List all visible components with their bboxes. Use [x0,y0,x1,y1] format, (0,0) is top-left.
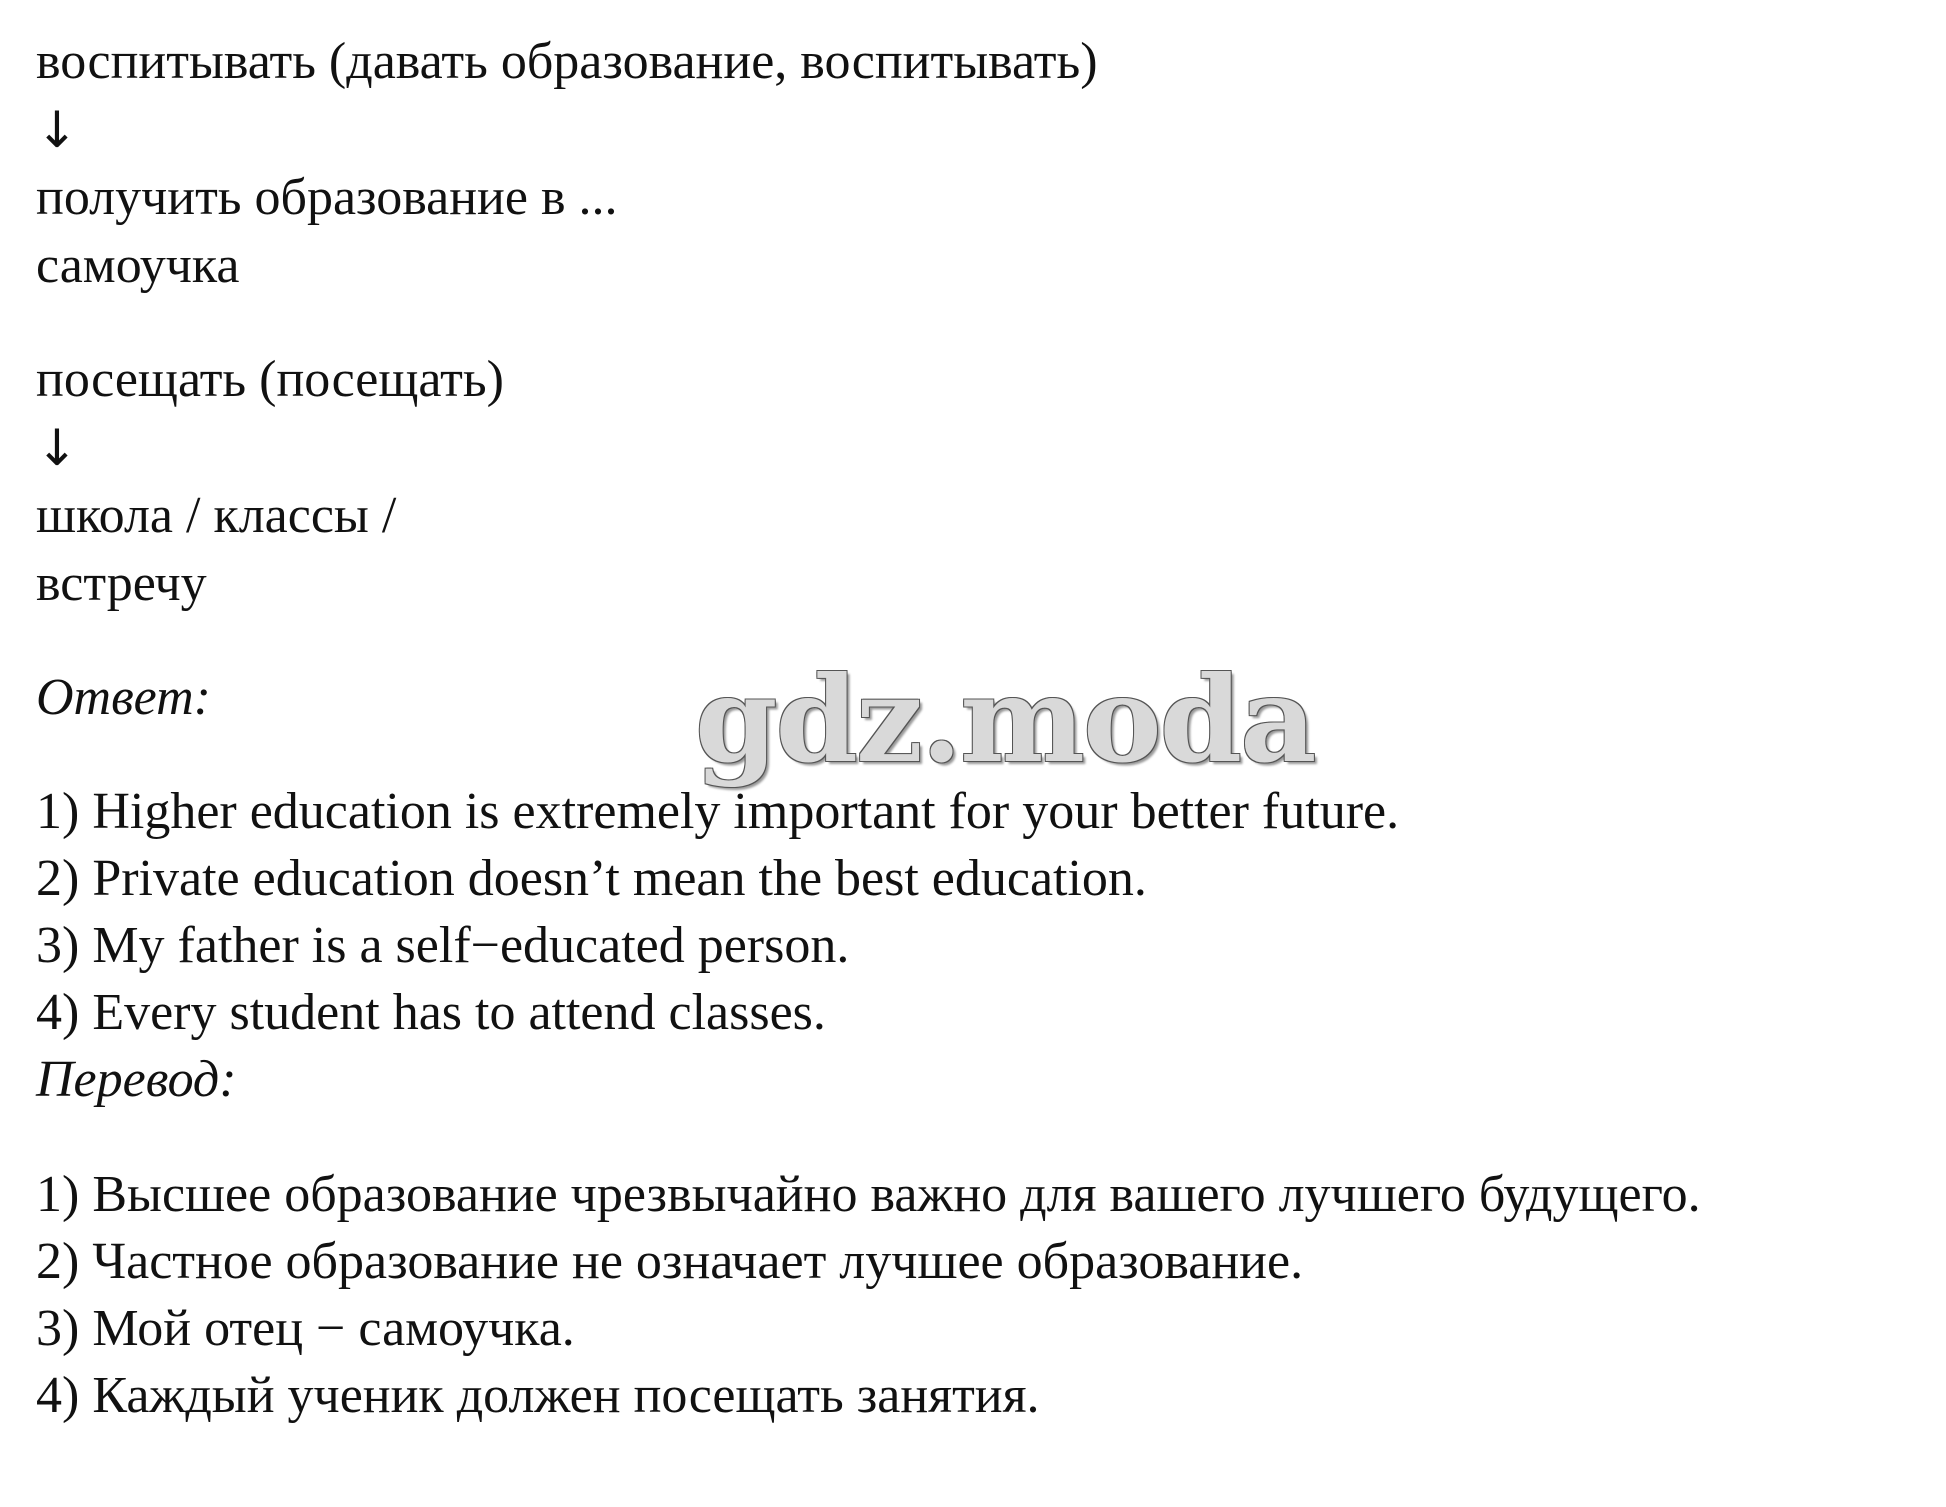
vocab-line: встречу [36,555,207,612]
translation-item: 3) Мой отец − самоучка. [36,1300,575,1357]
answer-item: 2) Private education doesn’t mean the best education. [36,850,1147,907]
vocab-line: воспитывать (давать образование, воспитывать) [36,33,1098,90]
down-arrow-icon: ↓ [36,419,78,477]
vocab-line: посещать (посещать) [36,351,504,408]
translation-heading: Перевод: [36,1051,237,1108]
watermark-logo: gdz.moda [695,650,1315,789]
translation-item: 4) Каждый ученик должен посещать занятия. [36,1367,1040,1424]
answer-item: 4) Every student has to attend classes. [36,984,826,1041]
vocab-line: школа / классы / [36,487,397,544]
translation-item: 2) Частное образование не означает лучшее образование. [36,1233,1304,1290]
answer-item: 1) Higher education is extremely important for your better future. [36,783,1400,840]
translation-item: 1) Высшее образование чрезвычайно важно для вашего лучшего будущего. [36,1166,1701,1223]
vocab-line: получить образование в ... [36,169,618,226]
down-arrow-icon: ↓ [36,101,78,159]
answer-heading: Ответ: [36,669,211,726]
answer-item: 3) My father is a self−educated person. [36,917,850,974]
vocab-line: самоучка [36,237,240,294]
